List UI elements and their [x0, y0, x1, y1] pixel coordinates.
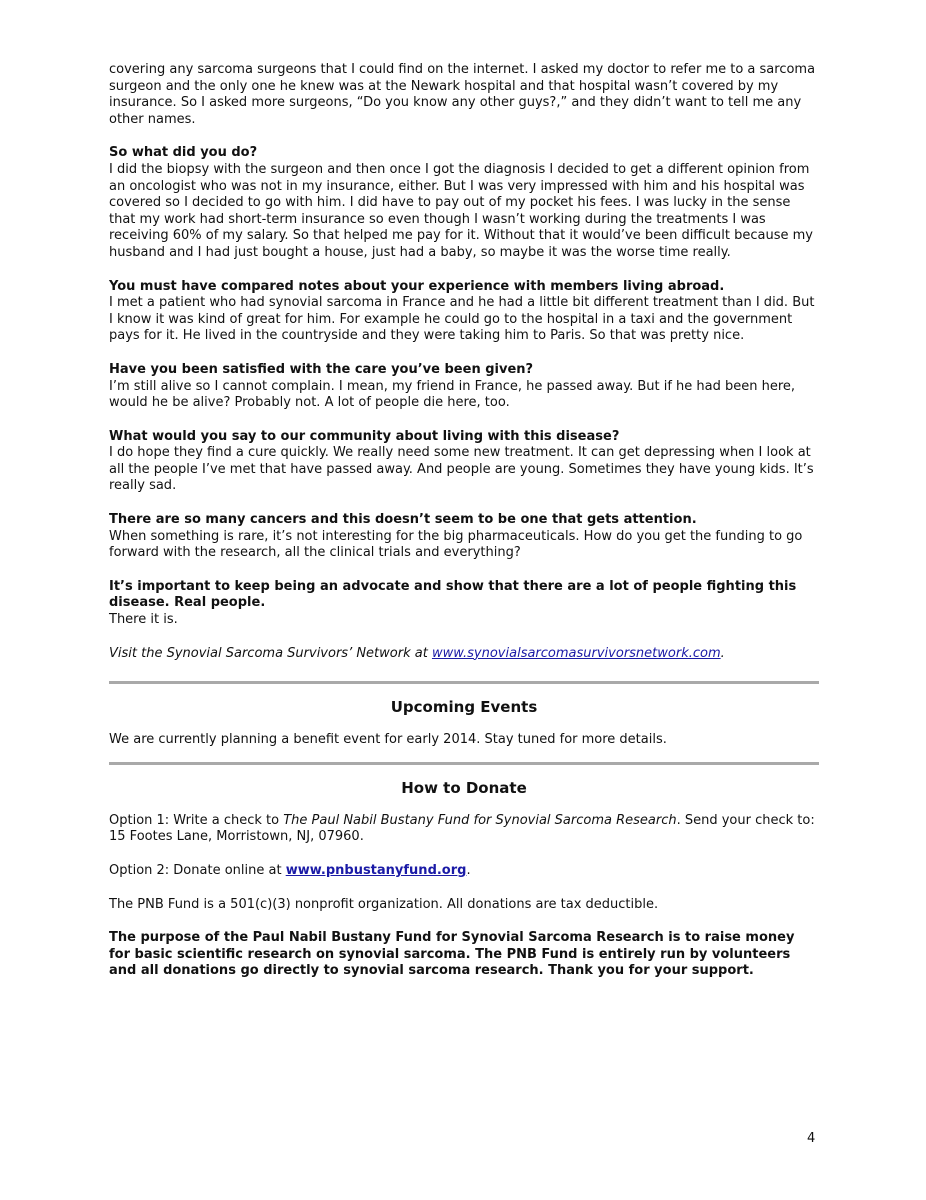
qa-block-4: [109, 429, 819, 495]
visit-text: Visit the Synovial Sarcoma Survivors’ Network at: [109, 645, 432, 661]
donate-option-1: [109, 813, 819, 846]
network-website-link[interactable]: www.synovialsarcomasurvivorsnetwork.com: [431, 645, 721, 661]
visit-end: .: [720, 645, 725, 661]
qa-block-1: [109, 145, 819, 261]
qa-block-2: [109, 279, 819, 345]
section-divider: [109, 762, 819, 765]
answer-text: There it is.: [109, 612, 178, 628]
interview-intro-text: covering any sarcoma surgeons that I could find on the internet. I asked my doctor to refer me to a sarcoma surgeon and the only one he knew was at the Newark hospital and that hospital wasn’t covered by my insurance. So I asked more surgeons, “Do you know any other guys?,” and they didn’t want to tell me any other names.: [109, 62, 816, 127]
newsletter-page: [109, 62, 819, 980]
fund-purpose-statement: The purpose of the Paul Nabil Bustany Fund for Synovial Sarcoma Research is to raise money for basic scientific research on synovial sarcoma. The PNB Fund is entirely run by volunteers and all donations go directly to synovial sarcoma research. Thank you for your support.: [109, 930, 795, 979]
option1-prefix: Option 1: Write a check to: [109, 812, 284, 828]
option2-end: .: [466, 863, 471, 878]
answer-text: I do hope they find a cure quickly. We really need some new treatment. It can get depressing when I look at all the people I’ve met that have passed away. And people are young. Sometimes they have young kids. It’s really sad.: [109, 445, 814, 494]
answer-text: I’m still alive so I cannot complain. I mean, my friend in France, he passed away. But if he had been here, would he be alive? Probably not. A lot of people die here, too.: [109, 378, 796, 411]
question-text: There are so many cancers and this doesn’t seem to be one that gets attention.: [109, 512, 697, 528]
question-text: You must have compared notes about your experience with members living abroad.: [109, 278, 725, 294]
nonprofit-statement: The PNB Fund is a 501(c)(3) nonprofit organization. All donations are tax deductible.: [109, 896, 659, 912]
qa-block-5: [109, 512, 819, 562]
answer-text: I did the biopsy with the surgeon and then once I got the diagnosis I decided to get a different opinion from an oncologist who was not in my insurance, either. But I was very impressed with him and his hospital was covered so I decided to go with him. I did have to pay out of my pocket his fees. I was lucky in the sense that my work had short-term insurance so even though I wasn’t working during the treatments I was receiving 60% of my salary. So that helped me pay for it. Without that it would’ve been difficult because my husband and I had just bought a house, just had a baby, so maybe it was the worse time really.: [109, 161, 813, 260]
how-to-donate-heading: How to Donate: [401, 778, 527, 797]
donate-website-link[interactable]: www.pnbustanyfund.org: [285, 863, 467, 878]
upcoming-events-heading: Upcoming Events: [390, 698, 538, 717]
page-number: 4: [807, 1131, 816, 1146]
donate-option-2: [109, 863, 819, 880]
visit-network-text: [109, 646, 819, 663]
qa-block-3: [109, 362, 819, 412]
question-text: It’s important to keep being an advocate and show that there are a lot of people fighting this disease. Real people.: [109, 578, 797, 611]
upcoming-events-text: We are currently planning a benefit event for early 2014. Stay tuned for more details.: [109, 732, 667, 748]
qa-block-6: [109, 579, 819, 629]
option1-address: . Send your check to: 15 Footes Lane, Morristown, NJ, 07960.: [109, 812, 815, 845]
section-divider: [109, 681, 819, 684]
answer-text: When something is rare, it’s not interesting for the big pharmaceuticals. How do you get the funding to go forward with the research, all the clinical trials and everything?: [109, 528, 803, 561]
question-text: Have you been satisfied with the care you’ve been given?: [109, 361, 534, 377]
answer-text: I met a patient who had synovial sarcoma in France and he had a little bit different treatment than I did. But I know it was kind of great for him. For example he could go to the hospital in a taxi and the government pays for it. He lived in the countryside and they were taking him to Paris. So that was pretty nice.: [109, 295, 815, 344]
fund-name: The Paul Nabil Bustany Fund for Synovial Sarcoma Research: [283, 812, 677, 828]
question-text: So what did you do?: [109, 145, 258, 161]
question-text: What would you say to our community about living with this disease?: [109, 428, 620, 444]
option2-prefix: Option 2: Donate online at: [109, 863, 286, 878]
